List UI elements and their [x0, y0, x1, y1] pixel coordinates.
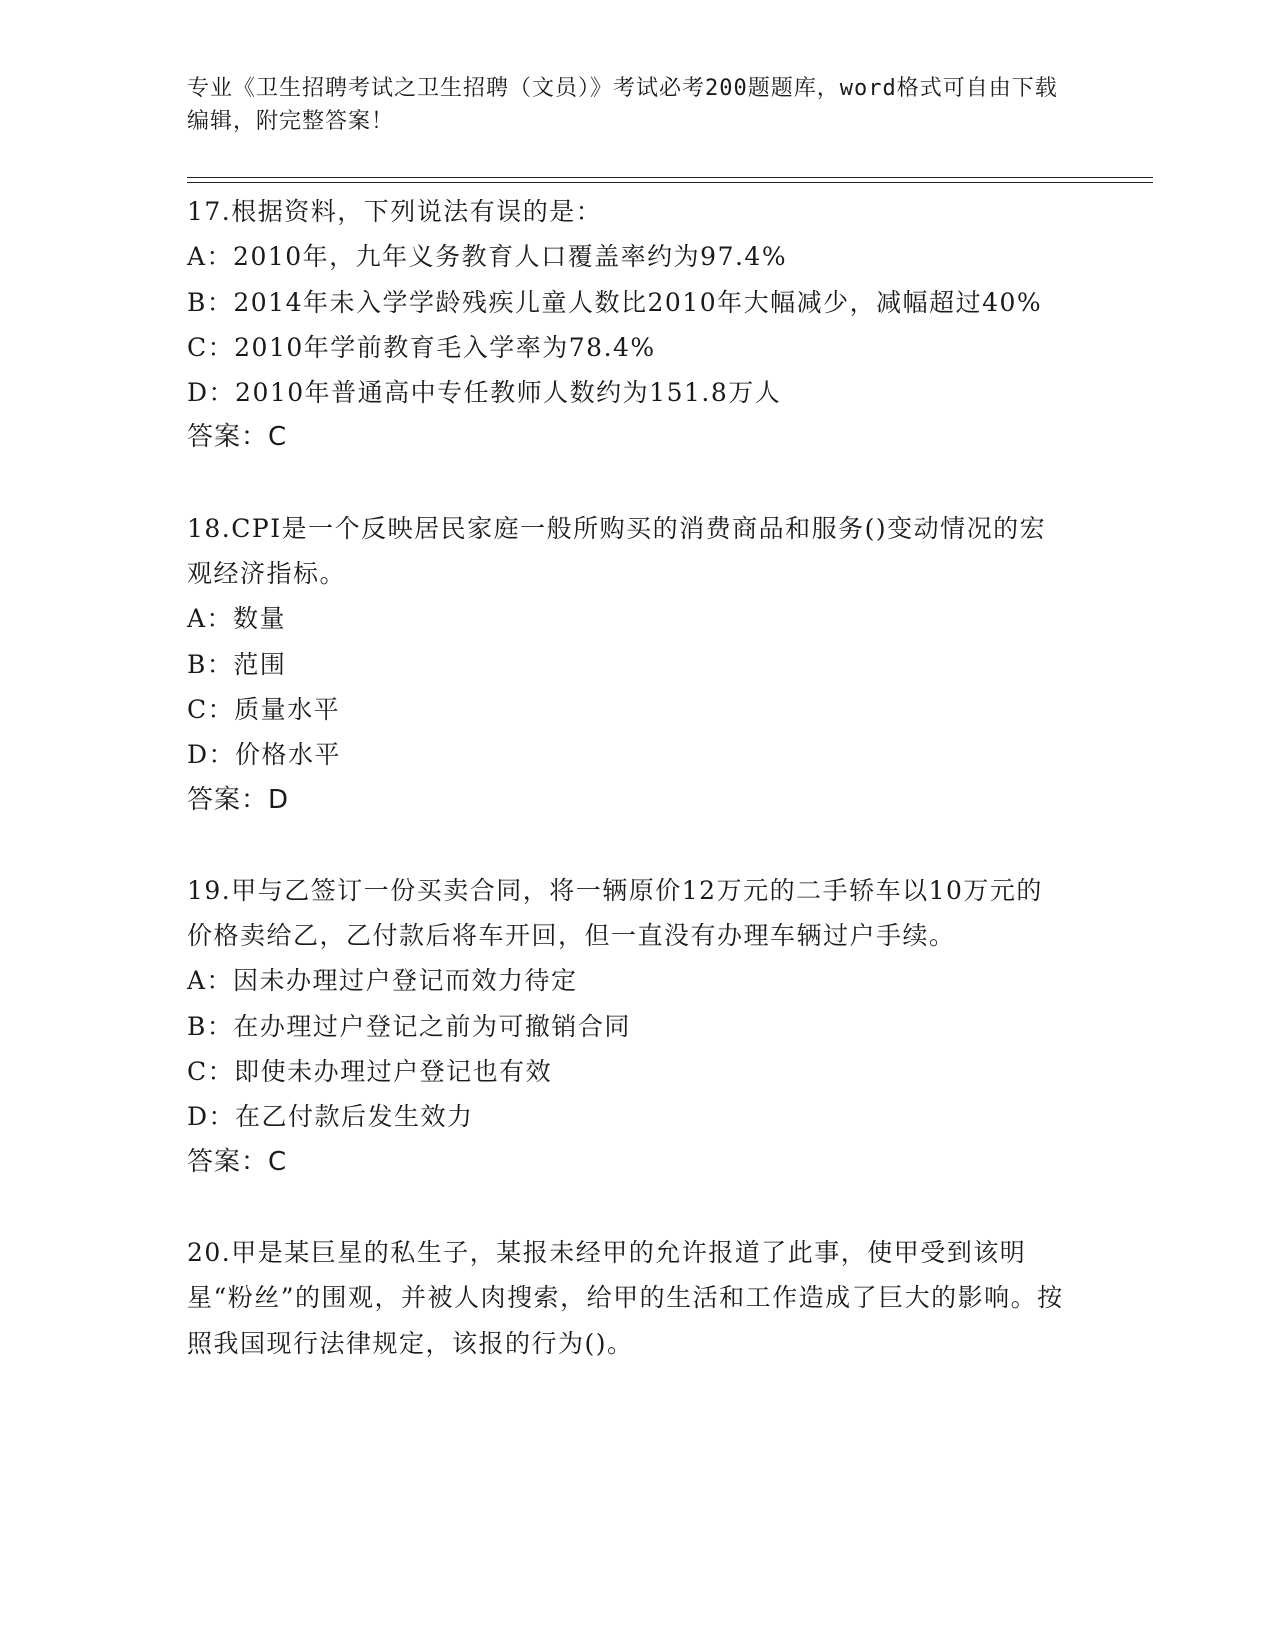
- question-stem: 19.甲与乙签订一份买卖合同，将一辆原价12万元的二手轿车以10万元的价格卖给乙，乙付款后将车开回，但一直没有办理车辆过户手续。: [187, 875, 1043, 951]
- option-d: D：在乙付款后发生效力: [187, 1102, 474, 1132]
- question-stem: 17.根据资料，下列说法有误的是：: [187, 197, 603, 226]
- option-b: B：2014年未入学学龄残疾儿童人数比2010年大幅减少，减幅超过40%: [187, 287, 1043, 317]
- header-divider-top: [187, 177, 1153, 178]
- question-stem: 18.CPI是一个反映居民家庭一般所购买的消费商品和服务()变动情况的宏观经济指标。: [187, 513, 1047, 589]
- question-20: [187, 1230, 1067, 1366]
- question-list: [187, 189, 1067, 1366]
- option-c: C：即使未办理过户登记也有效: [187, 1057, 553, 1087]
- spacer: [187, 823, 1067, 868]
- option-b: B：在办理过户登记之前为可撤销合同: [187, 1011, 631, 1041]
- option-a: A：因未办理过户登记而效力待定: [187, 966, 578, 996]
- answer-line: 答案：C: [187, 1146, 288, 1177]
- question-stem: 20.甲是某巨星的私生子，某报未经甲的允许报道了此事，使甲受到该明星“粉丝”的围观，并被人肉搜索，给甲的生活和工作造成了巨大的影响。按照我国现行法律规定，该报的行为()。: [187, 1237, 1064, 1358]
- option-b: B：范围: [187, 649, 287, 679]
- document-header: [187, 72, 1067, 138]
- question-19: [187, 868, 1067, 1185]
- option-a: A：2010年，九年义务教育人口覆盖率约为97.4%: [187, 242, 788, 272]
- spacer: [187, 461, 1067, 506]
- header-text: 专业《卫生招聘考试之卫生招聘（文员）》考试必考200题题库，word格式可自由下载编辑，附完整答案！: [187, 76, 1058, 134]
- option-d: D：2010年普通高中专任教师人数约为151.8万人: [187, 378, 782, 408]
- question-17: [187, 189, 1067, 461]
- option-c: C：2010年学前教育毛入学率为78.4%: [187, 332, 656, 362]
- option-a: A：数量: [187, 604, 287, 634]
- answer-line: 答案：C: [187, 422, 288, 453]
- option-c: C：质量水平: [187, 694, 341, 724]
- question-18: [187, 506, 1067, 823]
- spacer: [187, 1185, 1067, 1230]
- answer-line: 答案：D: [187, 784, 290, 815]
- option-d: D：价格水平: [187, 740, 342, 770]
- header-divider-bottom: [187, 182, 1153, 183]
